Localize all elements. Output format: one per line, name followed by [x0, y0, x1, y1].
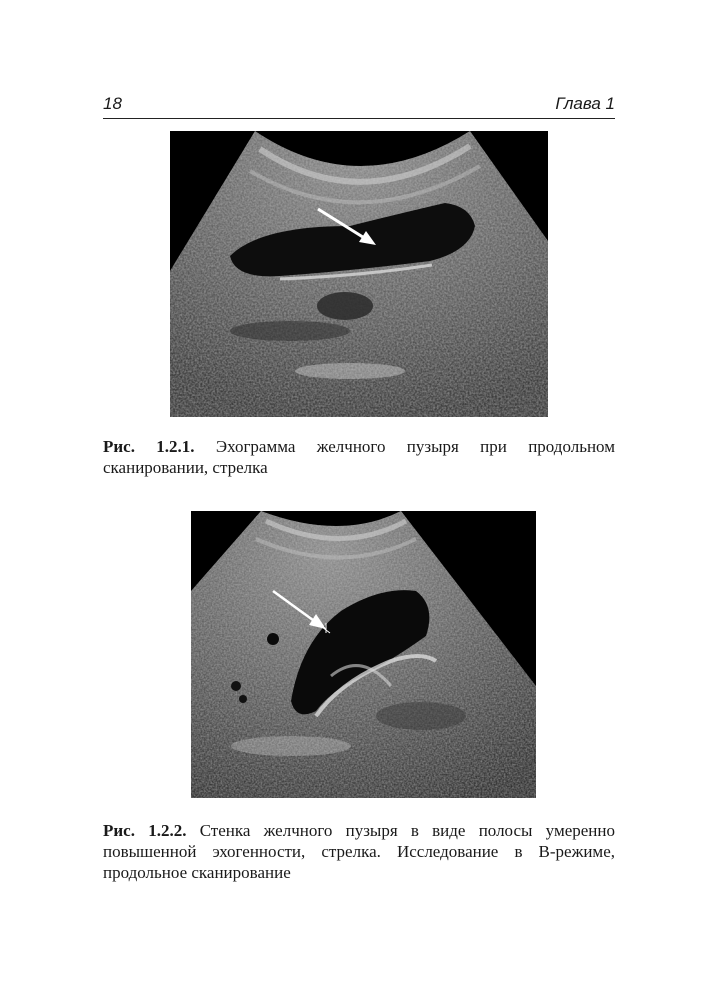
- figure-caption-1: [103, 436, 615, 478]
- caption-text: Стенка желчного пузыря в виде полосы умеренно повышенной эхогенности, стрелка. Исследование в В-режиме, продольное сканирование: [103, 821, 615, 882]
- running-header: [103, 92, 615, 119]
- caption-label: Рис. 1.2.1.: [103, 437, 195, 456]
- caption-label: Рис. 1.2.2.: [103, 821, 187, 840]
- page-number: 18: [103, 94, 122, 113]
- ultrasound-image-2: [191, 511, 536, 798]
- figure-caption-2: [103, 820, 615, 883]
- ultrasound-image-1: [170, 131, 548, 417]
- chapter-title: Глава 1: [555, 94, 615, 113]
- caption-text: Эхограмма желчного пузыря при продольном сканировании, стрелка: [103, 437, 615, 477]
